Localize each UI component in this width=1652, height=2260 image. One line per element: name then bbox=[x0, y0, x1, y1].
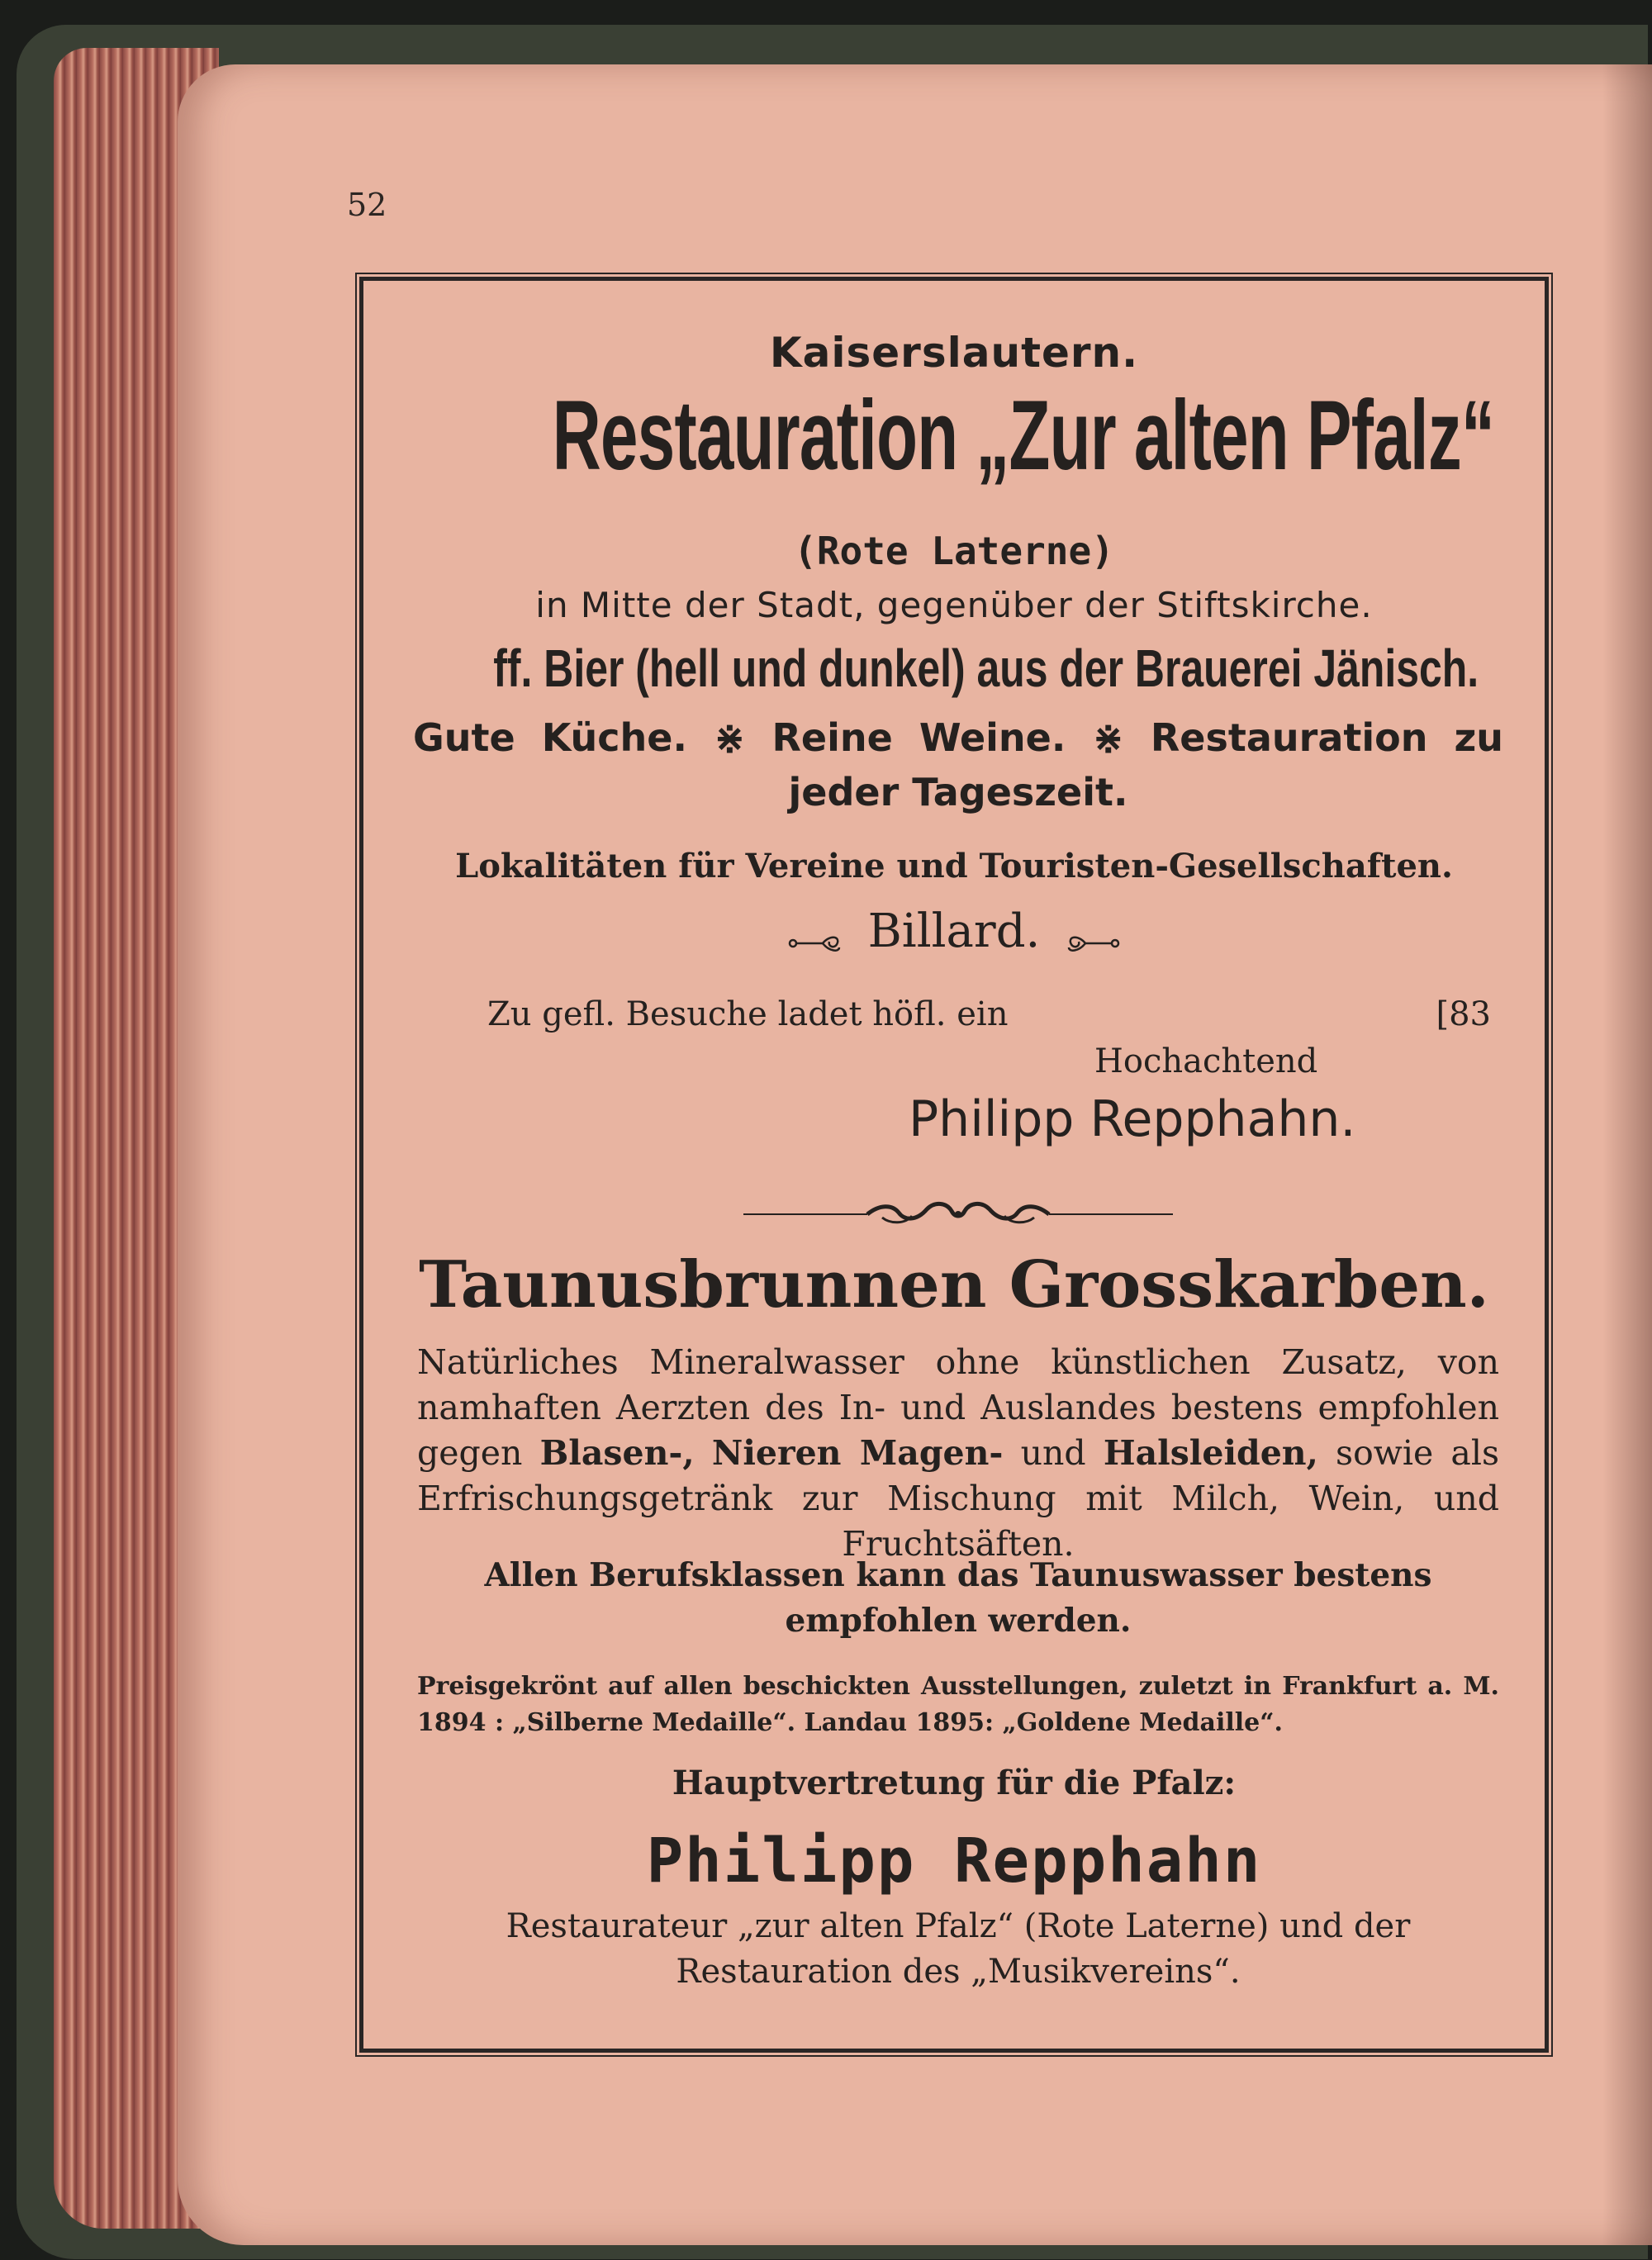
restaurant-locales: Lokalitäten für Vereine und Touristen-Gesellschaften. bbox=[455, 847, 1453, 885]
restaurant-city: Kaiserslautern. bbox=[769, 329, 1139, 377]
billard-row bbox=[363, 904, 1545, 958]
taunus-recommendation: Allen Berufsklassen kann das Taunuswasser bestens empfohlen werden. bbox=[484, 1556, 1432, 1640]
restaurant-invitation: Zu gefl. Besuche ladet höfl. ein bbox=[487, 995, 1009, 1033]
left-flourish-icon bbox=[788, 931, 846, 956]
book-page bbox=[178, 64, 1652, 2245]
taunus-agent-role: Restaurateur „zur alten Pfalz“ (Rote Laterne) und der Restauration des „Musikvereins“. bbox=[506, 1907, 1411, 1991]
taunus-awards: Preisgekrönt auf allen beschickten Ausstellungen, zuletzt in Frankfurt a. M. 1894 : „Silberne Medaille“. Landau 1895: „Goldene Medaille“. bbox=[417, 1672, 1499, 1737]
restaurant-title: Restauration „Zur alten Pfalz“ bbox=[552, 380, 1495, 491]
taunus-description-and: und bbox=[1020, 1433, 1086, 1473]
taunus-ailment-3: Halsleiden, bbox=[1103, 1433, 1318, 1473]
taunus-ailment-1: Blasen-, bbox=[539, 1433, 695, 1473]
advertisement-frame bbox=[359, 277, 1549, 2053]
ornamental-divider-icon bbox=[743, 1198, 1173, 1231]
page-number: 52 bbox=[347, 187, 387, 223]
taunus-description-start: Natürliches Mineralwasser ohne künstlichen Zusatz, von namhaften Aerzten des In- und Auslandes bestens empfohlen gegen bbox=[417, 1342, 1499, 1473]
taunus-description bbox=[417, 1340, 1499, 1567]
restaurant-subtitle: (Rote Laterne) bbox=[794, 529, 1114, 573]
taunus-title: Taunusbrunnen Grosskarben. bbox=[419, 1247, 1489, 1322]
taunus-description-end: sowie als Erfrischungsgetränk zur Mischung mit Milch, Wein, und Fruchtsäften. bbox=[417, 1433, 1499, 1564]
gutter-shadow bbox=[1602, 64, 1652, 2245]
restaurant-services: Gute Küche. ⋇ Reine Weine. ⋇ Restauration zu jeder Tageszeit. bbox=[413, 715, 1503, 814]
restaurant-location: in Mitte der Stadt, gegenüber der Stiftskirche. bbox=[535, 585, 1373, 625]
restaurant-closing: Hochachtend bbox=[1094, 1042, 1318, 1080]
billard-label: Billard. bbox=[867, 904, 1041, 958]
restaurant-beer: ff. Bier (hell und dunkel) aus der Brauerei Jänisch. bbox=[493, 639, 1479, 698]
restaurant-owner: Philipp Repphahn. bbox=[909, 1090, 1356, 1148]
taunus-agent: Philipp Repphahn bbox=[646, 1826, 1262, 1897]
right-flourish-icon bbox=[1062, 931, 1120, 956]
taunus-agency-label: Hauptvertretung für die Pfalz: bbox=[672, 1764, 1237, 1802]
taunus-ailment-2: Nieren Magen- bbox=[711, 1433, 1004, 1473]
advertisement-reference: [83 bbox=[1436, 995, 1491, 1033]
